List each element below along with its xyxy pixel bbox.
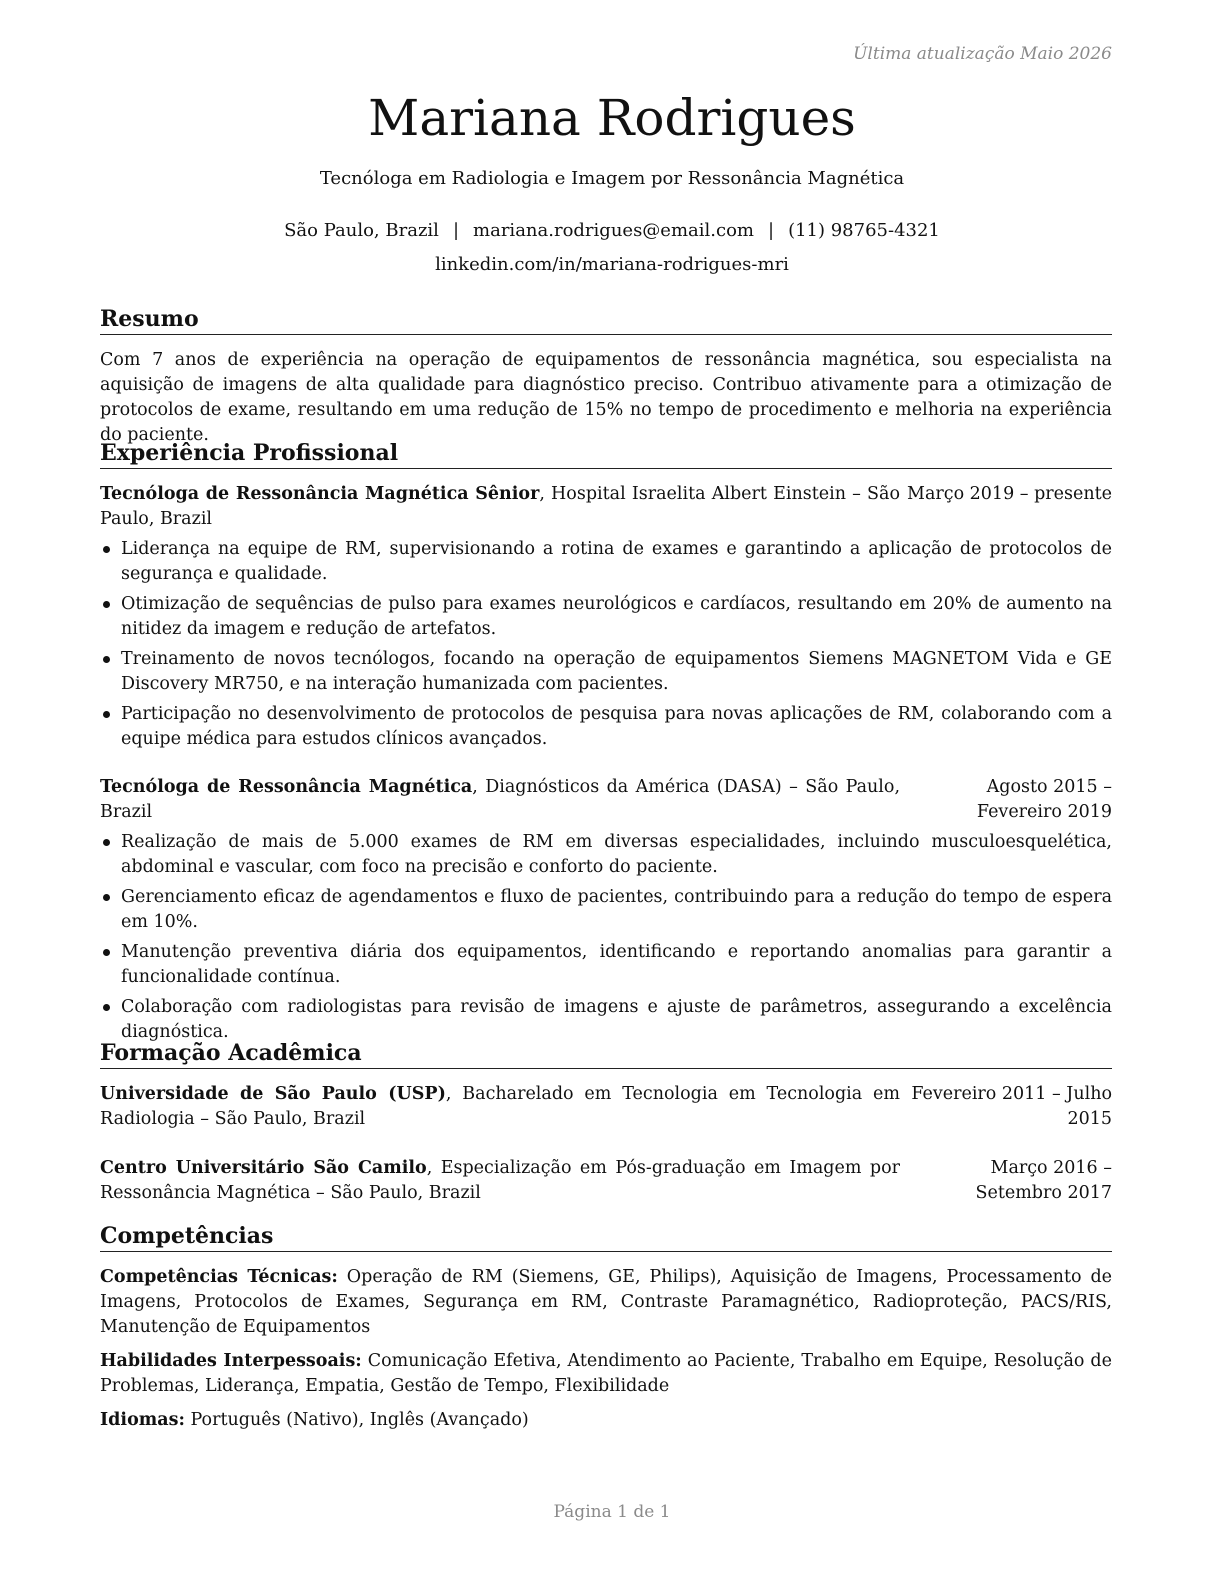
degree-detail: , Bacharelado em Tecnologia em Tecnologia em Radiologia – São Paulo, Brazil (100, 1084, 900, 1129)
list-item: Participação no desenvolvimento de protocolos de pesquisa para novas aplicações de RM, colaborando com a equipe médica para estudos clínicos avançados. (100, 702, 1112, 752)
skills-languages (100, 1408, 1112, 1433)
location: São Paulo, Brazil (284, 220, 439, 241)
job-bullets (100, 830, 1112, 1050)
skills-value: Comunicação Efetiva, Atendimento ao Paciente, Trabalho em Equipe, Resolução de Problemas, Liderança, Empatia, Gestão de Tempo, Flexibilidade (100, 1351, 1112, 1396)
skills-technical (100, 1265, 1112, 1340)
list-item: Treinamento de novos tecnólogos, focando na operação de equipamentos Siemens MAGNETOM Vida e GE Discovery MR750, e na interação humanizada com pacientes. (100, 647, 1112, 697)
skills-value: Operação de RM (Siemens, GE, Philips), Aquisição de Imagens, Processamento de Imagens, Protocolos de Exames, Segurança em RM, Contraste Paramagnético, Radioproteção, PACS/RIS, Manutenção de Equipamentos (100, 1267, 1112, 1337)
section-title-education: Formação Acadêmica (100, 1039, 1112, 1069)
school-name: Universidade de São Paulo (USP) (100, 1084, 446, 1104)
job-place: , Diagnósticos da América (DASA) – São Paulo, Brazil (100, 777, 901, 822)
job-dates: Agosto 2015 – Fevereiro 2019 (976, 777, 1112, 822)
separator: | (452, 220, 460, 241)
job-header (100, 482, 1112, 532)
list-item: Otimização de sequências de pulso para exames neurológicos e cardíacos, resultando em 20% de aumento na nitidez da imagem e redução de artefatos. (100, 592, 1112, 642)
list-item: Realização de mais de 5.000 exames de RM em diversas especialidades, incluindo musculoesquelética, abdominal e vascular, com foco na precisão e conforto do paciente. (100, 830, 1112, 880)
education-dates: Março 2016 – Setembro 2017 (975, 1158, 1112, 1203)
phone: (11) 98765-4321 (788, 220, 940, 241)
summary-text: Com 7 anos de experiência na operação de equipamentos de ressonância magnética, sou especialista na aquisição de imagens de alta qualidade para diagnóstico preciso. Contribuo ativamente para a otimização de protocolos de exame, resultando em uma redução de 15% no tempo de procedimento e melhoria na experiência do paciente. (100, 350, 1112, 445)
job-header (100, 775, 1112, 825)
skills-label: Habilidades Interpessoais: (100, 1351, 362, 1371)
section-title-summary: Resumo (100, 305, 1112, 335)
education-item (100, 1082, 1112, 1132)
last-updated: Última atualização Maio 2026 (853, 44, 1112, 64)
section-title-experience: Experiência Profissional (100, 439, 1112, 469)
job-role: Tecnóloga de Ressonância Magnética (100, 777, 473, 797)
headline: Tecnóloga em Radiologia e Imagem por Ressonância Magnética (319, 168, 905, 189)
list-item: Liderança na equipe de RM, supervisionando a rotina de exames e garantindo a aplicação de protocolos de segurança e qualidade. (100, 537, 1112, 587)
skills-label: Competências Técnicas: (100, 1267, 338, 1287)
linkedin-link[interactable]: linkedin.com/in/mariana-rodrigues-mri (435, 254, 789, 275)
list-item: Colaboração com radiologistas para revisão de imagens e ajuste de parâmetros, assegurando a excelência diagnóstica. (100, 995, 1112, 1045)
job-bullets (100, 537, 1112, 757)
education-item (100, 1156, 1112, 1206)
list-item: Manutenção preventiva diária dos equipamentos, identificando e reportando anomalias para garantir a funcionalidade contínua. (100, 940, 1112, 990)
candidate-name: Mariana Rodrigues (368, 89, 856, 147)
skills-value: Português (Nativo), Inglês (Avançado) (184, 1410, 529, 1430)
skills-label: Idiomas: (100, 1410, 185, 1430)
email-link[interactable]: mariana.rodrigues@email.com (473, 220, 754, 241)
page-number: Página 1 de 1 (553, 1502, 671, 1522)
skills-interpersonal (100, 1349, 1112, 1399)
degree-detail: , Especialização em Pós-graduação em Imagem por Ressonância Magnética – São Paulo, Brazil (100, 1158, 900, 1203)
separator: | (767, 220, 775, 241)
section-title-skills: Competências (100, 1222, 1112, 1252)
job-dates: Março 2019 – presente (907, 484, 1112, 504)
school-name: Centro Universitário São Camilo (100, 1158, 427, 1178)
contact-line (0, 218, 1224, 244)
education-dates: Fevereiro 2011 – Julho 2015 (911, 1084, 1112, 1129)
job-role: Tecnóloga de Ressonância Magnética Sênior (100, 484, 540, 504)
list-item: Gerenciamento eficaz de agendamentos e fluxo de pacientes, contribuindo para a redução do tempo de espera em 10%. (100, 885, 1112, 935)
job-place: , Hospital Israelita Albert Einstein – São Paulo, Brazil (100, 484, 900, 529)
